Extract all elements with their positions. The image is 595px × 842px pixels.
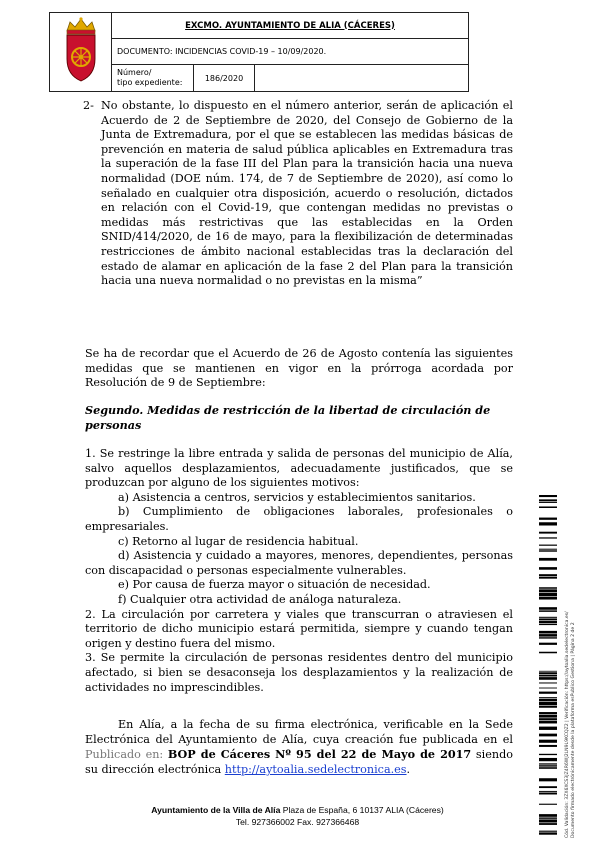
section-heading: Segundo. Medidas de restricción de la libertad de circulación de personas xyxy=(85,403,491,432)
expedient-row xyxy=(112,65,468,91)
barcode-bar xyxy=(539,765,557,766)
barcode-bar xyxy=(539,506,557,508)
barcode-bar xyxy=(539,550,557,551)
expedient-label xyxy=(112,65,194,91)
barcode-bar xyxy=(539,499,557,501)
barcode-bar xyxy=(539,831,557,832)
barcode-bar xyxy=(539,721,557,723)
barcode-bar xyxy=(539,677,557,680)
barcode-bar xyxy=(539,819,557,822)
barcode-bar xyxy=(539,697,557,698)
sede-electronica-link[interactable]: http://aytoalia.sedelectronica.es xyxy=(224,762,407,776)
barcode-bar xyxy=(539,675,557,677)
list-item-b: b) Cumplimiento de obligaciones laborales, profesionales o empresariales. xyxy=(85,505,513,533)
verification-code-line: Cód. Validación: 3ZX6XCS3JZ4R6WJ2LN9L9KCQZ2 | Verificación: https://aytoalia.sedelectronica.es/ xyxy=(565,611,570,838)
barcode-bar xyxy=(539,712,557,714)
expedient-label-line2: tipo expediente: xyxy=(117,78,183,87)
footer-organization: Ayuntamiento de la Villa de Alía xyxy=(151,805,281,815)
barcode-bar xyxy=(539,518,557,520)
barcode-bar xyxy=(539,617,557,618)
barcode-bar xyxy=(539,672,557,674)
list-paragraph-3: 3. Se permite la circulación de personas residentes dentro del municipio afectado, si bien se desaconseja los desplazamientos y la realización de actividades no imprescindibles. xyxy=(85,651,513,694)
list-item-c: c) Retorno al lugar de residencia habitual. xyxy=(118,534,359,548)
document-header xyxy=(49,12,469,92)
barcode-bar xyxy=(539,621,557,623)
list-paragraph-1: 1. Se restringe la libre entrada y salida de personas del municipio de Alía, salvo aquellos desplazamientos, adecuadamente justificados, que se produzcan por alguno de los siguientes motivos: xyxy=(85,447,513,490)
barcode-bar xyxy=(539,577,557,579)
barcode-bar xyxy=(539,791,557,792)
barcode-bar xyxy=(539,715,557,718)
institution-title: EXCMO. AYUNTAMIENTO DE ALIA (CÁCERES) xyxy=(112,13,468,39)
barcode-bar xyxy=(539,532,557,534)
barcode-bar xyxy=(539,814,557,817)
barcode-bar xyxy=(539,692,557,694)
barcode-bar xyxy=(539,754,557,755)
barcode-bar xyxy=(539,734,557,737)
restrictions-list xyxy=(85,447,513,695)
barcode-bar xyxy=(539,823,557,825)
barcode-bar xyxy=(539,682,557,683)
item-2-number: 2- xyxy=(83,99,94,112)
barcode-bar xyxy=(539,624,557,625)
barcode-bar xyxy=(539,671,557,672)
barcode-bar xyxy=(539,495,557,497)
document-subject: DOCUMENTO: INCIDENCIAS COVID-19 – 10/09/2020. xyxy=(112,39,468,65)
list-item-e: e) Por causa de fuerza mayor o situación de necesidad. xyxy=(118,578,431,592)
barcode-bar xyxy=(539,740,557,743)
closing-paragraph xyxy=(85,718,513,777)
barcode-bar xyxy=(539,558,557,561)
barcode-bar xyxy=(539,786,557,788)
barcode-bar xyxy=(539,634,557,637)
footer-street: Plaza de España, 6 10137 ALIA (Cáceres) xyxy=(280,805,444,815)
barcode-bar xyxy=(539,745,557,747)
barcode-bar xyxy=(539,832,557,834)
list-item-f: f) Cualquier otra actividad de análoga naturaleza. xyxy=(118,592,402,606)
list-item-d: d) Asistencia y cuidado a mayores, menores, dependientes, personas con discapacidad o personas especialmente vulnerables. xyxy=(85,549,513,577)
barcode-bar xyxy=(539,804,557,805)
barcode-bar xyxy=(539,817,557,818)
barcode-bar xyxy=(539,637,557,638)
barcode-bar xyxy=(539,597,557,600)
expedient-number: 186/2020 xyxy=(194,65,255,91)
barcode-bar xyxy=(539,778,557,781)
barcode-bar xyxy=(539,545,557,546)
coat-of-arms-logo xyxy=(50,13,112,91)
barcode-bar xyxy=(539,643,557,645)
barcode-bar xyxy=(539,610,557,611)
expedient-label-line1: Número/ xyxy=(117,68,152,77)
barcode-bar xyxy=(539,706,557,708)
item-2-text: No obstante, lo dispuesto en el número anterior, serán de aplicación el Acuerdo de 2 de Septiembre de 2020, del Consejo de Gobierno de la Junta de Extremadura, por el que se establecen las medidas básicas de prevención en materia de salud pública aplicables en Extremadura tras la superación de la fase III del Plan para la transición hacia una nueva normalidad (DOE núm. 174, de 7 de Septiembre de 2020), así como lo señalado en cualquier otra disposición, acuerdo o resolución, dictados en relación con el Covid-19, que contengan medidas no previstas o medidas más restrictivas que las establecidas en la Orden SNID/414/2020, de 16 de mayo, para la flexibilización de determinadas restricciones de ámbito nacional establecidas tras la declaración del estado de alamar en aplicación de la fase 2 del Plan para la transición hacia una nueva normalidad o no previstas en la misma” xyxy=(101,99,513,288)
barcode-bar xyxy=(539,522,557,525)
barcode-bar xyxy=(539,587,557,589)
barcode-bar xyxy=(539,792,557,794)
barcode-bar xyxy=(539,549,557,550)
published-label: Publicado en: xyxy=(85,748,164,762)
list-paragraph-2: 2. La circulación por carretera y viales que transcurran o atraviesen el territorio de dicho municipio estará permitida, siempre y cuando tengan origen y destino fuera del mismo. xyxy=(85,607,513,650)
closing-text-1: En Alía, a la fecha de su firma electrónica, verificable en la Sede Electrónica del Ayuntamiento de Alía, cuya creación fue publicada en el xyxy=(85,718,513,746)
closing-text-2: siendo su dirección electrónica xyxy=(85,748,513,776)
barcode-bar xyxy=(539,688,557,689)
barcode-bar xyxy=(539,699,557,702)
barcode-bar xyxy=(539,758,557,761)
barcode-bar xyxy=(539,537,557,538)
item-2-block xyxy=(83,99,513,289)
closing-end: . xyxy=(406,762,411,776)
barcode-bar xyxy=(539,727,557,730)
barcode-bar xyxy=(539,589,557,592)
barcode-bar xyxy=(539,702,557,705)
barcode-bar xyxy=(539,607,557,610)
barcode-bar xyxy=(539,618,557,620)
barcode-bar xyxy=(539,763,557,764)
signature-platform-line: Documento firmado electrónicamente desde la plataforma esPublico Gestiona | Página 2 de 2 xyxy=(571,622,576,838)
barcode-bar xyxy=(539,567,557,570)
barcode-bar xyxy=(539,652,557,654)
footer-phones: Tel. 927366002 Fax. 927366468 xyxy=(235,817,360,827)
barcode-bar xyxy=(539,502,557,503)
barcode-bar xyxy=(539,631,557,634)
barcode-bar xyxy=(539,593,557,596)
coat-of-arms-cell xyxy=(50,13,112,91)
list-item-a: a) Asistencia a centros, servicios y establecimientos sanitarios. xyxy=(118,490,476,504)
verification-barcode xyxy=(539,495,557,835)
verification-side-text xyxy=(565,493,577,838)
intro-paragraph: Se ha de recordar que el Acuerdo de 26 de Agosto contenía las siguientes medidas que se mantienen en vigor en la prórroga acordada por Resolución de 9 de Septiembre: xyxy=(85,347,513,390)
bop-reference: BOP de Cáceres Nº 95 del 22 de Mayo de 2017 xyxy=(167,747,472,762)
barcode-bar xyxy=(539,767,557,769)
barcode-bar xyxy=(539,718,557,720)
footer-address xyxy=(0,805,595,815)
barcode-bar xyxy=(539,574,557,576)
